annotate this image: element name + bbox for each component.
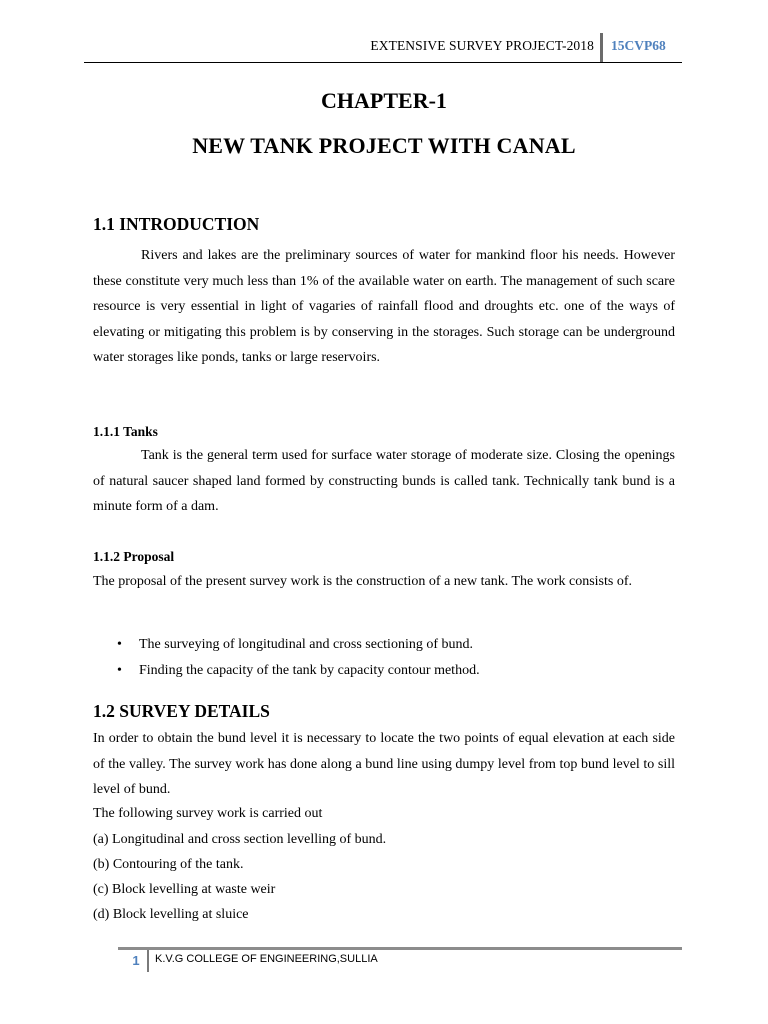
page-number: 1 — [132, 953, 140, 968]
section-heading-introduction: 1.1 INTRODUCTION — [93, 214, 260, 234]
footer-rule — [118, 947, 682, 950]
survey-item: (c) Block levelling at waste weir — [93, 882, 276, 897]
proposal-bullet-list — [93, 632, 675, 684]
footer-college-name: K.V.G COLLEGE OF ENGINEERING,SULLIA — [155, 953, 378, 965]
list-item: • The surveying of longitudinal and cross sectioning of bund. — [93, 632, 675, 658]
chapter-title: CHAPTER-1 — [321, 88, 447, 113]
list-item: • Finding the capacity of the tank by capacity contour method. — [93, 658, 675, 684]
footer-divider — [147, 950, 149, 972]
survey-item: (b) Contouring of the tank. — [93, 857, 244, 872]
survey-details-paragraph: In order to obtain the bund level it is necessary to locate the two points of equal elevation at each side of the valley. The survey work has done along a bund line using dumpy level from top bund level to sill level of bund. — [93, 731, 675, 797]
tanks-paragraph: Tank is the general term used for surface water storage of moderate size. Closing the openings of natural saucer shaped land formed by constructing bunds is called tank. Technically tank bund is a minute form of a dam. — [93, 448, 675, 514]
survey-item: (d) Block levelling at sluice — [93, 907, 249, 922]
survey-item: (a) Longitudinal and cross section levelling of bund. — [93, 832, 387, 847]
proposal-paragraph: The proposal of the present survey work is the construction of a new tank. The work consists of. — [93, 574, 633, 589]
subsection-heading-tanks: 1.1.1 Tanks — [93, 424, 158, 439]
subsection-heading-proposal: 1.1.2 Proposal — [93, 549, 175, 564]
survey-intro-line: The following survey work is carried out — [93, 806, 323, 821]
bullet-icon: • — [117, 637, 122, 652]
header-title: EXTENSIVE SURVEY PROJECT-2018 — [370, 38, 594, 53]
project-title: NEW TANK PROJECT WITH CANAL — [192, 133, 576, 158]
section-heading-survey-details: 1.2 SURVEY DETAILS — [93, 701, 270, 721]
header-divider — [600, 33, 603, 63]
bullet-icon: • — [117, 663, 122, 678]
header-rule — [84, 62, 682, 63]
header-course-code: 15CVP68 — [611, 38, 666, 53]
introduction-paragraph: Rivers and lakes are the preliminary sources of water for mankind floor his needs. However these constitute very much less than 1% of the available water on earth. The management of such scare resource is very essential in light of vagaries of rainfall flood and droughts etc. one of the ways of elevating or mitigating this problem is by conserving in the storages. Such storage can be underground water storages like ponds, tanks or large reservoirs. — [93, 248, 675, 365]
